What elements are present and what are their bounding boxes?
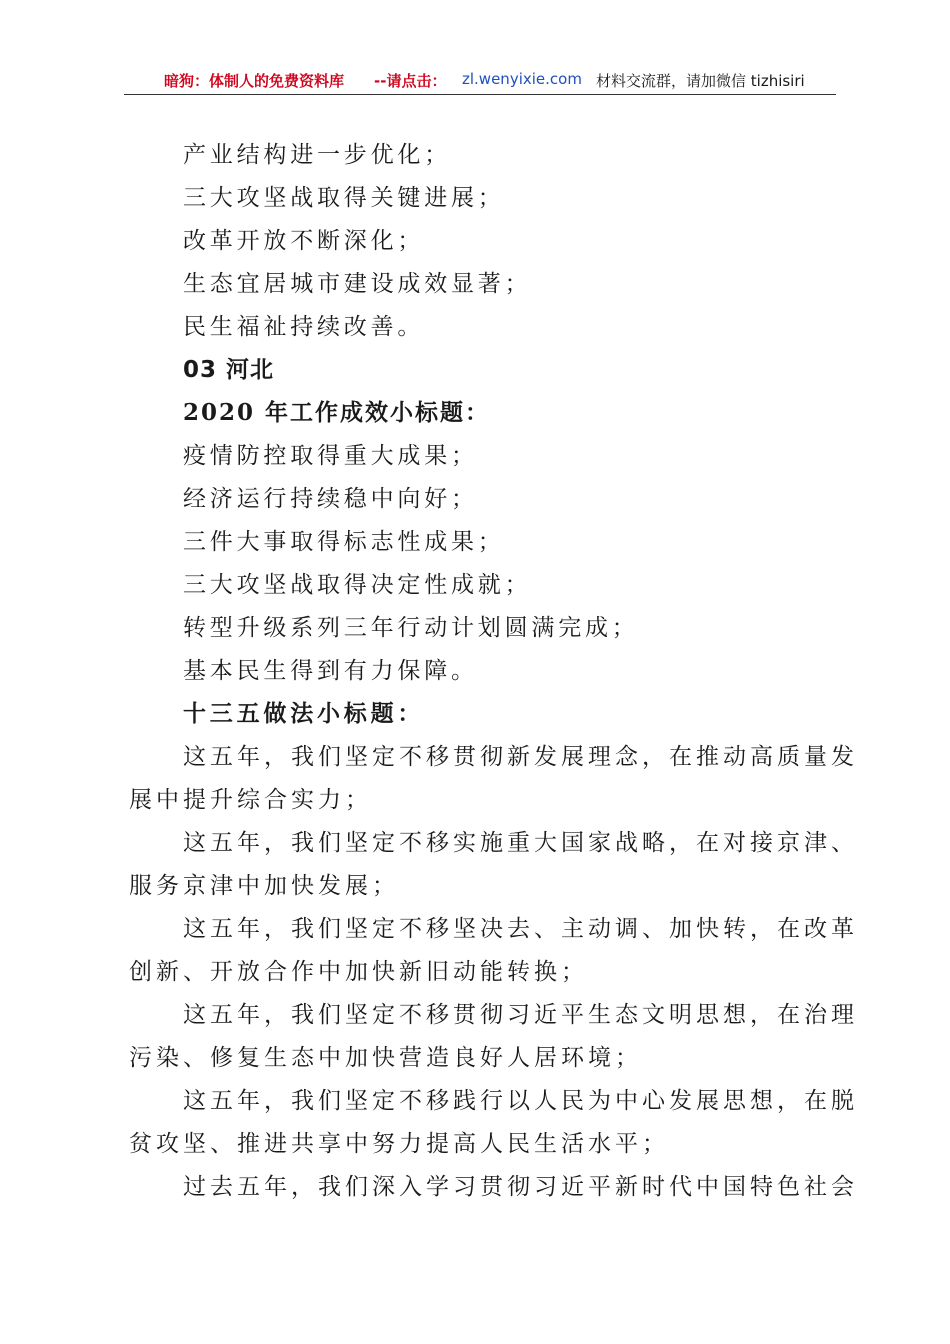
page-header — [124, 66, 836, 95]
list-item: 改革开放不断深化； — [183, 228, 425, 254]
list-item: 生态宜居城市建设成效显著； — [183, 271, 532, 297]
list-item: 民生福祉持续改善。 — [183, 314, 425, 340]
paragraph-line: 污染、修复生态中加快营造良好人居环境； — [129, 1045, 642, 1071]
subheading-135: 十三五做法小标题： — [183, 701, 425, 727]
paragraph-line: 服务京津中加快发展； — [129, 873, 399, 899]
list-item: 三件大事取得标志性成果； — [183, 529, 505, 555]
paragraph-line: 这五年，我们坚定不移贯彻习近平生态文明思想，在治理 — [183, 1002, 858, 1028]
list-item: 疫情防控取得重大成果； — [183, 443, 478, 469]
section-heading: 03 河北 — [183, 357, 275, 383]
header-prompt: --请点击： — [374, 72, 447, 90]
list-item: 三大攻坚战取得决定性成就； — [183, 572, 532, 598]
list-item: 产业结构进一步优化； — [183, 142, 451, 168]
paragraph-line: 这五年，我们坚定不移坚决去、主动调、加快转，在改革 — [183, 916, 858, 942]
paragraph-line: 展中提升综合实力； — [129, 787, 372, 813]
paragraph-line: 创新、开放合作中加快新旧动能转换； — [129, 959, 588, 985]
list-item: 基本民生得到有力保障。 — [183, 658, 478, 684]
paragraph-line: 过去五年，我们深入学习贯彻习近平新时代中国特色社会 — [183, 1174, 858, 1200]
header-title: 暗狗：体制人的免费资料库 — [164, 72, 345, 90]
subheading-2020: 2020 年工作成效小标题： — [183, 399, 491, 426]
list-item: 转型升级系列三年行动计划圆满完成； — [183, 615, 639, 641]
header-link[interactable]: zl.wenyixie.com — [462, 70, 582, 88]
paragraph-line: 这五年，我们坚定不移贯彻新发展理念，在推动高质量发 — [183, 744, 858, 770]
paragraph-line: 这五年，我们坚定不移实施重大国家战略，在对接京津、 — [183, 830, 858, 856]
header-wechat-note: 材料交流群，请加微信 tizhisiri — [596, 72, 805, 90]
paragraph-line: 这五年，我们坚定不移践行以人民为中心发展思想，在脱 — [183, 1088, 858, 1114]
list-item: 经济运行持续稳中向好； — [183, 486, 478, 512]
list-item: 三大攻坚战取得关键进展； — [183, 185, 505, 211]
paragraph-line: 贫攻坚、推进共享中努力提高人民生活水平； — [129, 1131, 669, 1157]
